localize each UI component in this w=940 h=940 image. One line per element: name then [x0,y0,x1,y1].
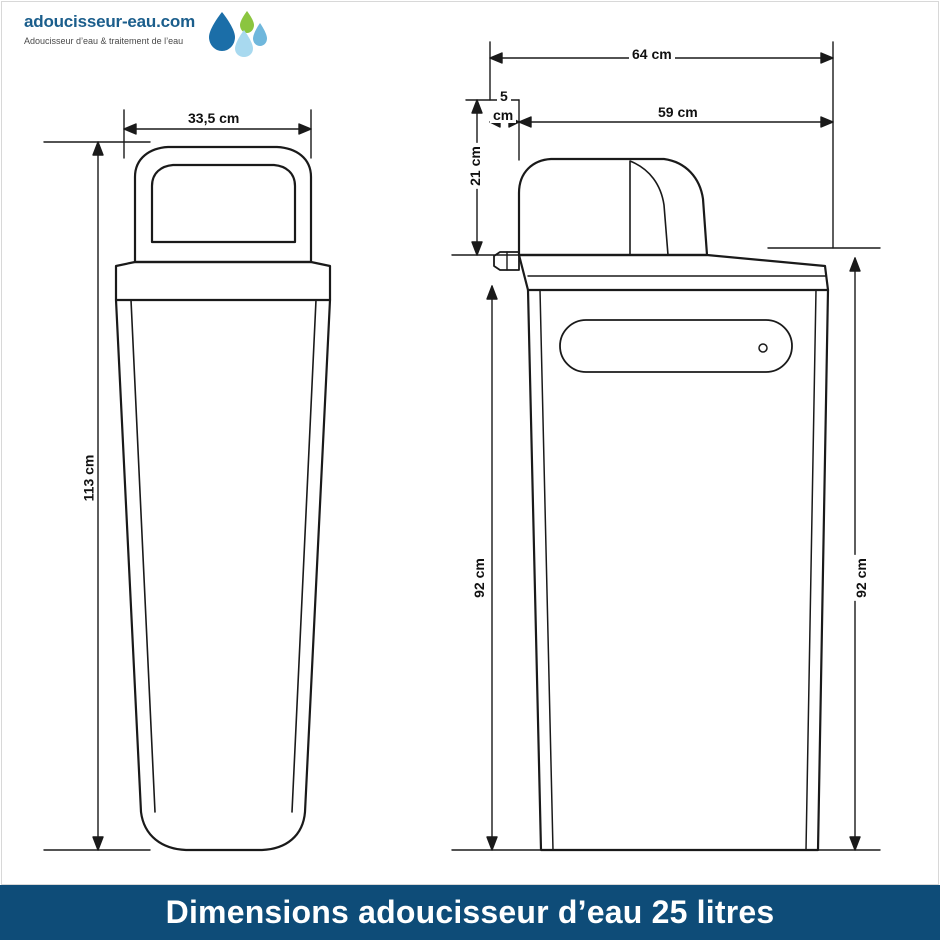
dimension-label-front-width: 33,5 cm [185,110,242,126]
caption-bar [0,885,940,940]
front-view-outline [116,147,330,850]
dimension-label-side-rear-offset-unit: cm [490,107,516,123]
caption-text: Dimensions adoucisseur d’eau 25 litres [165,894,775,930]
dimension-label-front-height: 113 cm [80,452,96,505]
logo-tagline: Adoucisseur d’eau & traitement de l’eau [24,36,184,46]
side-view-outline [494,159,828,850]
dimension-label-side-body-height-right: 92 cm [853,555,869,601]
dimension-label-side-rear-offset-value: 5 [497,88,511,104]
logo-brand-text: adoucisseur-eau.com [24,12,195,31]
dimension-label-side-body-height-left: 92 cm [471,555,487,601]
dimension-label-side-total-depth: 64 cm [629,46,675,62]
dimension-label-side-body-depth: 59 cm [655,104,701,120]
side-dimension-lines [452,42,880,850]
dimension-label-side-cover-height: 21 cm [467,143,483,189]
